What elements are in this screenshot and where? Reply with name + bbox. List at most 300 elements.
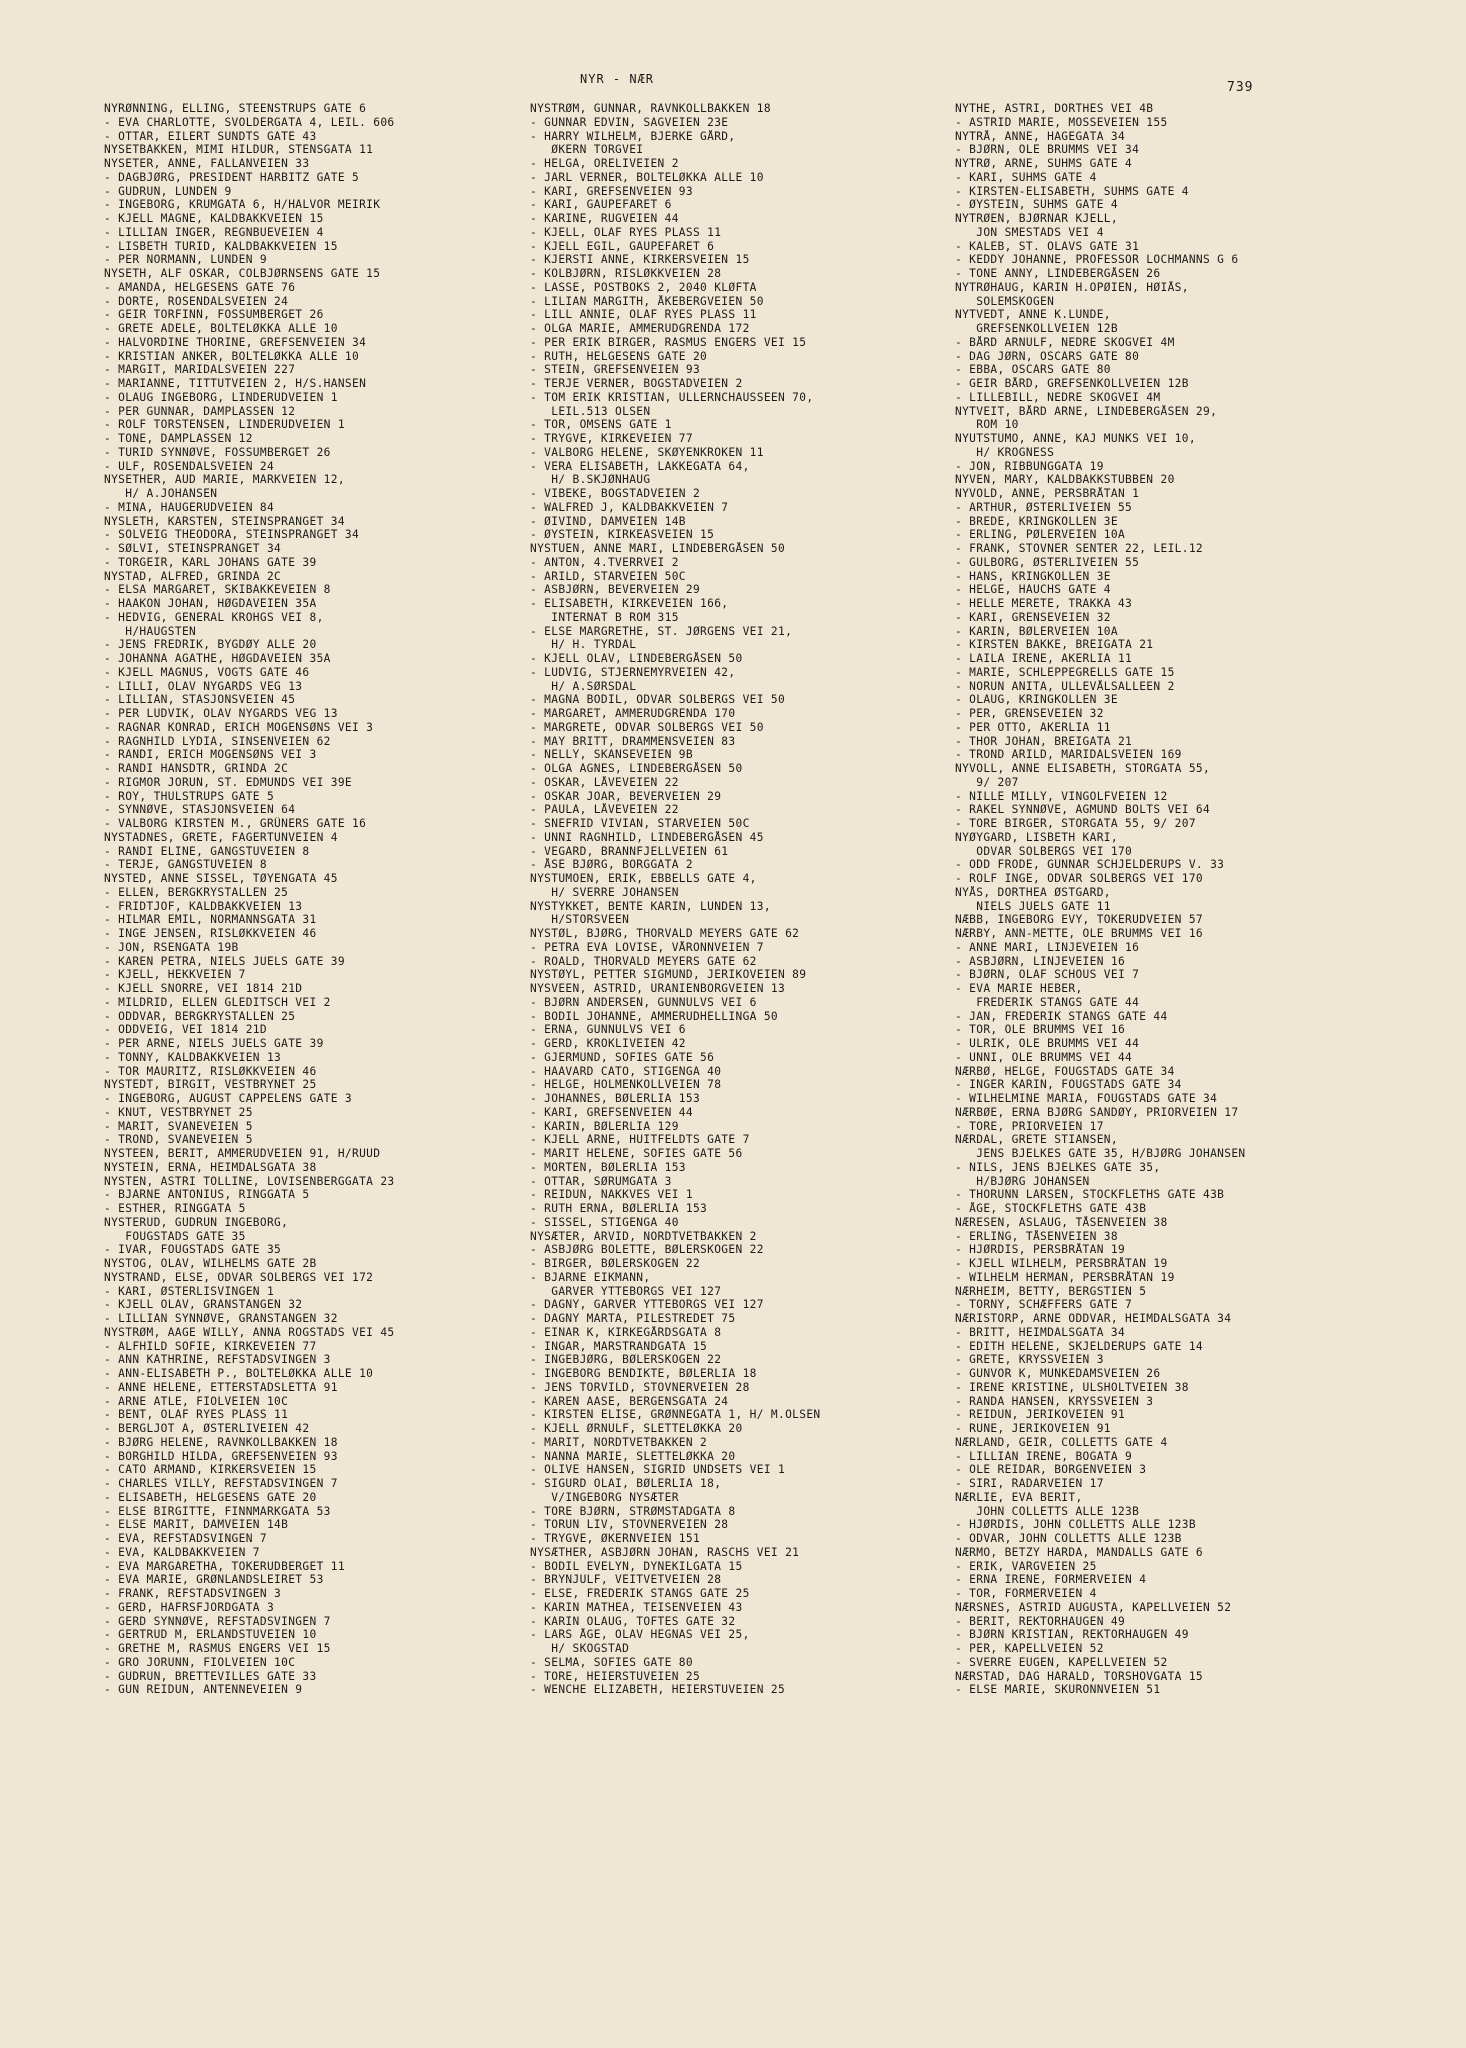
directory-entry: NÆRLIE, EVA BERIT, [955, 1490, 1083, 1504]
directory-entry: - BJØRN ANDERSEN, GUNNULVS VEI 6 [530, 995, 757, 1009]
page-number: 739 [1227, 80, 1254, 95]
directory-entry: - JENS FREDRIK, BYGDØY ALLE 20 [104, 638, 317, 652]
directory-entry: - ERNA IRENE, FORMERVEIEN 4 [955, 1573, 1147, 1587]
directory-entry: - WILHELMINE MARIA, FOUGSTADS GATE 34 [955, 1092, 1218, 1105]
directory-entry: - BJØRN, OLE BRUMMS VEI 34 [955, 143, 1140, 157]
directory-entry: - DAG JØRN, OSCARS GATE 80 [955, 349, 1140, 363]
directory-entry: - ODDVAR, BERGKRYSTALLEN 25 [104, 1009, 296, 1023]
directory-entry: H/ SKOGSTAD [530, 1642, 630, 1655]
directory-entry: - KIRSTEN ELISE, GRØNNEGATA 1, H/ M.OLSEN [530, 1408, 821, 1422]
directory-entry: - LILIAN MARGITH, ÅKEBERGVEIEN 50 [530, 294, 764, 308]
directory-entry: - ODD FRODE, GUNNAR SCHJELDERUPS V. 33 [955, 858, 1225, 872]
directory-entry: - TROND, SVANEVEIEN 5 [104, 1133, 253, 1147]
directory-entry: - RAKEL SYNNØVE, AGMUND BOLTS VEI 64 [955, 803, 1211, 817]
directory-entry: - MAGNA BODIL, ODVAR SOLBERGS VEI 50 [530, 693, 786, 707]
directory-entry: - ERLING, TÅSENVEIEN 38 [955, 1229, 1118, 1243]
directory-entry: - TORE, PRIORVEIEN 17 [955, 1119, 1104, 1133]
directory-entry: NYSTUEN, ANNE MARI, LINDEBERGÅSEN 50 [530, 542, 786, 555]
directory-entry: - TROND ARILD, MARIDALSVEIEN 169 [955, 748, 1182, 762]
directory-entry: - PER ERIK BIRGER, RASMUS ENGERS VEI 15 [530, 335, 807, 349]
directory-entry: NYØYGARD, LISBETH KARI, [955, 830, 1118, 844]
directory-entry: - INGE JENSEN, RISLØKKVEIEN 46 [104, 927, 317, 940]
directory-entry: - IVAR, FOUGSTADS GATE 35 [104, 1243, 282, 1257]
directory-entry: GARVER YTTEBORGS VEI 127 [530, 1284, 722, 1298]
directory-entry: - UNNI RAGNHILD, LINDEBERGÅSEN 45 [530, 830, 764, 844]
directory-entry: NÆRDAL, GRETE STIANSEN, [955, 1133, 1118, 1147]
directory-entry: - IRENE KRISTINE, ULSHOLTVEIEN 38 [955, 1380, 1189, 1394]
directory-entry: NYSTRØM, AAGE WILLY, ANNA ROGSTADS VEI 45 [104, 1325, 395, 1339]
directory-entry: - JAN, FREDERIK STANGS GATE 44 [955, 1009, 1168, 1023]
directory-entry: - KJELL OLAV, LINDEBERGÅSEN 50 [530, 652, 743, 665]
directory-entry: FREDERIK STANGS GATE 44 [955, 995, 1140, 1009]
directory-entry: - BREDE, KRINGKOLLEN 3E [955, 514, 1118, 528]
directory-entry: - ASBJØRN, BEVERVEIEN 29 [530, 583, 701, 597]
directory-entry: NÆRESEN, ASLAUG, TÅSENVEIEN 38 [955, 1215, 1168, 1229]
directory-entry: NYTRØ, ARNE, SUHMS GATE 4 [955, 157, 1133, 170]
directory-entry: - TONE, DAMPLASSEN 12 [104, 432, 253, 445]
directory-entry: - LARS ÅGE, OLAV HEGNAS VEI 25, [530, 1628, 750, 1642]
directory-entry: - OLE REIDAR, BORGENVEIEN 3 [955, 1463, 1147, 1477]
directory-entry: - TORUN LIV, STOVNERVEIEN 28 [530, 1518, 729, 1532]
directory-entry: NYSTEIN, ERNA, HEIMDALSGATA 38 [104, 1160, 317, 1174]
directory-entry: - TONNY, KALDBAKKVEIEN 13 [104, 1050, 282, 1064]
directory-entry: - MARIT HELENE, SOFIES GATE 56 [530, 1147, 743, 1160]
directory-entry: - EVA, KALDBAKKVEIEN 7 [104, 1545, 260, 1559]
directory-entry: - INGEBORG BENDIKTE, BØLERLIA 18 [530, 1367, 757, 1380]
directory-entry: - BÅRD ARNULF, NEDRE SKOGVEI 4M [955, 335, 1175, 349]
directory-entry: - OSKAR JOAR, BEVERVEIEN 29 [530, 789, 722, 803]
directory-entry: - EBBA, OSCARS GATE 80 [955, 363, 1111, 377]
directory-entry: - LASSE, POSTBOKS 2, 2040 KLØFTA [530, 280, 757, 294]
directory-entry: - KRISTIAN ANKER, BOLTELØKKA ALLE 10 [104, 349, 360, 363]
directory-entry: - HJØRDIS, PERSBRÅTAN 19 [955, 1243, 1126, 1257]
directory-entry: - EINAR K, KIRKEGÅRDSGATA 8 [530, 1325, 722, 1339]
directory-entry: - GJERMUND, SOFIES GATE 56 [530, 1050, 715, 1064]
directory-entry: - OLAUG INGEBORG, LINDERUDVEIEN 1 [104, 390, 338, 404]
directory-entry: NYSTEN, ASTRI TOLLINE, LOVISENBERGGATA 23 [104, 1174, 395, 1188]
directory-entry: - INGER KARIN, FOUGSTADS GATE 34 [955, 1078, 1182, 1092]
directory-entry: NYSTRAND, ELSE, ODVAR SOLBERGS VEI 172 [104, 1270, 374, 1284]
directory-entry: - BERIT, REKTORHAUGEN 49 [955, 1614, 1126, 1628]
directory-entry: - ASBJØRN, LINJEVEIEN 16 [955, 954, 1126, 968]
directory-entry: NYSTYKKET, BENTE KARIN, LUNDEN 13, [530, 899, 771, 913]
directory-entry: - LILLEBILL, NEDRE SKOGVEI 4M [955, 390, 1161, 404]
directory-entry: - TRYGVE, ØKERNVEIEN 151 [530, 1532, 701, 1545]
directory-entry: - ELISABETH, KIRKEVEIEN 166, [530, 597, 729, 610]
directory-entry: - MARGIT, MARIDALSVEIEN 227 [104, 363, 296, 377]
directory-entry: - RUTH ERNA, BØLERLIA 153 [530, 1202, 708, 1215]
directory-entry: - RANDI ELINE, GANGSTUVEIEN 8 [104, 844, 310, 858]
directory-entry: - JARL VERNER, BOLTELØKKA ALLE 10 [530, 170, 764, 184]
directory-entry: - TOR, OMSENS GATE 1 [530, 418, 672, 432]
directory-entry: NYSTOG, OLAV, WILHELMS GATE 2B [104, 1257, 317, 1270]
directory-entry: - KJELL MAGNUS, VOGTS GATE 46 [104, 665, 310, 679]
directory-entry: NYVOLD, ANNE, PERSBRÅTAN 1 [955, 487, 1140, 500]
directory-entry: - PER GUNNAR, DAMPLASSEN 12 [104, 404, 296, 418]
directory-entry: V/INGEBORG NYSÆTER [530, 1490, 679, 1504]
directory-entry: - GRETE, KRYSSVEIEN 3 [955, 1353, 1104, 1367]
directory-entry: NÆRBY, ANN-METTE, OLE BRUMMS VEI 16 [955, 927, 1203, 940]
directory-entry: NYTRØHAUG, KARIN H.OPØIEN, HØIÅS, [955, 280, 1189, 294]
directory-entry: H/BJØRG JOHANSEN [955, 1174, 1090, 1188]
directory-column-3 [955, 102, 1355, 1697]
directory-entry: - ARTHUR, ØSTERLIVEIEN 55 [955, 500, 1133, 514]
directory-entry: - DORTE, ROSENDALSVEIEN 24 [104, 294, 289, 308]
directory-entry: - BRITT, HEIMDALSGATA 34 [955, 1325, 1126, 1339]
directory-entry: - HELLE MERETE, TRAKKA 43 [955, 597, 1133, 610]
directory-entry: - GEIR TORFINN, FOSSUMBERGET 26 [104, 308, 324, 322]
directory-entry: H/ A.JOHANSEN [104, 487, 218, 500]
directory-entry: - KARI, SUHMS GATE 4 [955, 170, 1097, 184]
directory-entry: - VALBORG HELENE, SKØYENKROKEN 11 [530, 445, 764, 459]
directory-entry: - BORGHILD HILDA, GREFSENVEIEN 93 [104, 1449, 338, 1463]
directory-entry: - ÅSE BJØRG, BORGGATA 2 [530, 858, 693, 872]
directory-entry: - ELISABETH, HELGESENS GATE 20 [104, 1490, 317, 1504]
directory-entry: - KJELL SNORRE, VEI 1814 21D [104, 982, 303, 995]
directory-entry: - GERD, HAFRSFJORDGATA 3 [104, 1600, 275, 1614]
directory-entry: - DAGBJØRG, PRESIDENT HARBITZ GATE 5 [104, 170, 360, 184]
directory-entry: - GERTRUD M, ERLANDSTUVEIEN 10 [104, 1628, 317, 1642]
directory-entry: - WALFRED J, KALDBAKKVEIEN 7 [530, 500, 729, 514]
directory-entry: SOLEMSKOGEN [955, 294, 1055, 308]
directory-column-2 [530, 102, 940, 1697]
directory-entry: - KOLBJØRN, RISLØKKVEIEN 28 [530, 267, 722, 280]
directory-entry: - HEDVIG, GENERAL KROHGS VEI 8, [104, 610, 324, 624]
directory-entry: - ESTHER, RINGGATA 5 [104, 1202, 246, 1215]
directory-entry: H/ KROGNESS [955, 445, 1055, 459]
directory-entry: - HJØRDIS, JOHN COLLETTS ALLE 123B [955, 1518, 1196, 1532]
directory-entry: - OLGA MARIE, AMMERUDGRENDA 172 [530, 322, 750, 335]
directory-entry: NÆBB, INGEBORG EVY, TOKERUDVEIEN 57 [955, 913, 1203, 927]
directory-entry: - OTTAR, EILERT SUNDTS GATE 43 [104, 129, 317, 143]
directory-entry: - SISSEL, STIGENGA 40 [530, 1215, 679, 1229]
directory-entry: - ERNA, GUNNULVS VEI 6 [530, 1023, 686, 1037]
directory-entry: - OLAUG, KRINGKOLLEN 3E [955, 693, 1118, 707]
directory-entry: - KARI, GAUPEFARET 6 [530, 198, 672, 212]
directory-entry: - ØYSTEIN, KIRKEASVEIEN 15 [530, 528, 715, 542]
directory-entry: NYSTAD, ALFRED, GRINDA 2C [104, 569, 282, 583]
directory-entry: - BODIL EVELYN, DYNEKILGATA 15 [530, 1559, 743, 1573]
directory-entry: - KARI, GREFSENVEIEN 93 [530, 184, 693, 198]
directory-entry: NYSTUMOEN, ERIK, EBBELLS GATE 4, [530, 872, 757, 885]
directory-entry: - TOM ERIK KRISTIAN, ULLERNCHAUSSEEN 70, [530, 390, 814, 404]
directory-entry: - JON, RIBBUNGGATA 19 [955, 459, 1104, 473]
directory-entry: NYTHE, ASTRI, DORTHES VEI 4B [955, 102, 1154, 115]
directory-entry: - ANTON, 4.TVERRVEI 2 [530, 555, 679, 569]
directory-entry: - SIRI, RADARVEIEN 17 [955, 1477, 1104, 1490]
directory-entry: - ELLEN, BERGKRYSTALLEN 25 [104, 885, 289, 899]
directory-entry: - HELGE, HOLMENKOLLVEIEN 78 [530, 1078, 722, 1092]
directory-entry: - KARIN MATHEA, TEISENVEIEN 43 [530, 1600, 743, 1614]
directory-entry: NYSETHER, AUD MARIE, MARKVEIEN 12, [104, 473, 345, 487]
directory-entry: - LUDVIG, STJERNEMYRVEIEN 42, [530, 665, 736, 679]
directory-entry: - KARIN, BØLERVEIEN 10A [955, 624, 1118, 638]
directory-entry: - RAGNHILD LYDIA, SINSENVEIEN 62 [104, 734, 331, 748]
directory-entry: JOHN COLLETTS ALLE 123B [955, 1504, 1140, 1518]
directory-entry: - GRETHE M, RASMUS ENGERS VEI 15 [104, 1642, 331, 1655]
directory-entry: - RAGNAR KONRAD, ERICH MOGENSØNS VEI 3 [104, 720, 374, 734]
directory-entry: NÆRISTORP, ARNE ODDVAR, HEIMDALSGATA 34 [955, 1312, 1232, 1325]
directory-entry: - TERJE VERNER, BOGSTADVEIEN 2 [530, 377, 743, 390]
directory-entry: - SVERRE EUGEN, KAPELLVEIEN 52 [955, 1655, 1168, 1669]
directory-entry: - MINA, HAUGERUDVEIEN 84 [104, 500, 275, 514]
directory-entry: - JOHANNES, BØLERLIA 153 [530, 1092, 701, 1105]
directory-entry: - NILS, JENS BJELKES GATE 35, [955, 1160, 1161, 1174]
directory-entry: - MORTEN, BØLERLIA 153 [530, 1160, 686, 1174]
directory-entry: NYSTEEN, BERIT, AMMERUDVEIEN 91, H/RUUD [104, 1147, 381, 1160]
directory-entry: ROM 10 [955, 418, 1019, 432]
directory-entry: - KARIN OLAUG, TOFTES GATE 32 [530, 1614, 736, 1628]
directory-entry: - GRO JORUNN, FIOLVEIEN 10C [104, 1655, 296, 1669]
directory-entry: NÆRBØE, ERNA BJØRG SANDØY, PRIORVEIEN 17 [955, 1105, 1239, 1119]
directory-entry: - LILLIAN SYNNØVE, GRANSTANGEN 32 [104, 1312, 338, 1325]
directory-entry: - ROALD, THORVALD MEYERS GATE 62 [530, 954, 757, 968]
directory-entry: - ASTRID MARIE, MOSSEVEIEN 155 [955, 115, 1168, 129]
directory-entry: NYSÆTHER, ASBJØRN JOHAN, RASCHS VEI 21 [530, 1545, 800, 1559]
directory-entry: - ODDVEIG, VEI 1814 21D [104, 1023, 267, 1037]
directory-entry: - MARIT, NORDTVETBAKKEN 2 [530, 1435, 708, 1449]
directory-entry: - EDITH HELENE, SKJELDERUPS GATE 14 [955, 1339, 1203, 1353]
directory-entry: - ANN-ELISABETH P., BOLTELØKKA ALLE 10 [104, 1367, 374, 1380]
directory-entry: - BJØRN KRISTIAN, REKTORHAUGEN 49 [955, 1628, 1189, 1642]
directory-entry: - RIGMOR JORUN, ST. EDMUNDS VEI 39E [104, 775, 352, 789]
directory-entry: H/ B.SKJØNHAUG [530, 473, 651, 487]
directory-entry: H/ SVERRE JOHANSEN [530, 885, 679, 899]
directory-entry: NÆRSTAD, DAG HARALD, TORSHOVGATA 15 [955, 1669, 1203, 1683]
directory-entry: - LILL ANNIE, OLAF RYES PLASS 11 [530, 308, 757, 322]
directory-entry: - ROLF INGE, ODVAR SOLBERGS VEI 170 [955, 872, 1203, 885]
directory-entry: - EVA, REFSTADSVINGEN 7 [104, 1532, 267, 1545]
directory-entry: - TOR, FORMERVEIEN 4 [955, 1587, 1097, 1600]
directory-entry: - GUDRUN, LUNDEN 9 [104, 184, 232, 198]
directory-entry: - MAY BRITT, DRAMMENSVEIEN 83 [530, 734, 736, 748]
directory-entry: - PER, GRENSEVEIEN 32 [955, 707, 1104, 720]
directory-entry: - SYNNØVE, STASJONSVEIEN 64 [104, 803, 296, 817]
directory-entry: - NILLE MILLY, VINGOLFVEIEN 12 [955, 789, 1168, 803]
directory-entry: - TURID SYNNØVE, FOSSUMBERGET 26 [104, 445, 331, 459]
directory-entry: - HAAKON JOHAN, HØGDAVEIEN 35A [104, 597, 317, 610]
directory-entry: - KJELL ØRNULF, SLETTELØKKA 20 [530, 1422, 743, 1435]
directory-entry: - OTTAR, SØRUMGATA 3 [530, 1174, 672, 1188]
directory-entry: NYTVEIT, BÅRD ARNE, LINDEBERGÅSEN 29, [955, 404, 1218, 418]
directory-entry: - JON, RSENGATA 19B [104, 940, 239, 954]
directory-entry: JON SMESTADS VEI 4 [955, 225, 1104, 239]
directory-entry: - RANDI HANSDTR, GRINDA 2C [104, 762, 289, 775]
directory-entry: NYSETH, ALF OSKAR, COLBJØRNSENS GATE 15 [104, 267, 381, 280]
directory-entry: - KARI, ØSTERLISVINGEN 1 [104, 1284, 275, 1298]
directory-entry: - GEIR BÅRD, GREFSENKOLLVEIEN 12B [955, 377, 1189, 390]
directory-entry: - CATO ARMAND, KIRKERSVEIEN 15 [104, 1463, 317, 1477]
directory-entry: NÆRSNES, ASTRID AUGUSTA, KAPELLVEIEN 52 [955, 1600, 1232, 1614]
directory-entry: - ERIK, VARGVEIEN 25 [955, 1559, 1097, 1573]
directory-entry: - INGEBORG, AUGUST CAPPELENS GATE 3 [104, 1092, 352, 1105]
directory-entry: NÆRBØ, HELGE, FOUGSTADS GATE 34 [955, 1064, 1175, 1078]
directory-entry: - STEIN, GREFSENVEIEN 93 [530, 363, 701, 377]
directory-entry: - ODVAR, JOHN COLLETTS ALLE 123B [955, 1532, 1182, 1545]
directory-entry: - ELSE MARIT, DAMVEIEN 14B [104, 1518, 289, 1532]
directory-entry: - KIRSTEN-ELISABETH, SUHMS GATE 4 [955, 184, 1189, 198]
directory-entry: NYSVEEN, ASTRID, URANIENBORGVEIEN 13 [530, 982, 786, 995]
directory-entry: H/STORSVEEN [530, 913, 630, 927]
directory-entry: - WILHELM HERMAN, PERSBRÅTAN 19 [955, 1270, 1175, 1284]
directory-entry: - HILMAR EMIL, NORMANNSGATA 31 [104, 913, 317, 927]
directory-entry: - TOR MAURITZ, RISLØKKVEIEN 46 [104, 1064, 317, 1078]
directory-entry: - GUDRUN, BRETTEVILLES GATE 33 [104, 1669, 317, 1683]
directory-entry: - TONE ANNY, LINDEBERGÅSEN 26 [955, 267, 1161, 280]
directory-entry: - VEGARD, BRANNFJELLVEIEN 61 [530, 844, 729, 858]
directory-entry: - KJELL OLAV, GRANSTANGEN 32 [104, 1298, 303, 1312]
directory-entry: - BRYNJULF, VEITVETVEIEN 28 [530, 1573, 722, 1587]
directory-entry: NYSTERUD, GUDRUN INGEBORG, [104, 1215, 289, 1229]
directory-entry: - THORUNN LARSEN, STOCKFLETHS GATE 43B [955, 1188, 1225, 1202]
directory-entry: - UNNI, OLE BRUMMS VEI 44 [955, 1050, 1133, 1064]
directory-entry: - GERD, KROKLIVEIEN 42 [530, 1037, 686, 1050]
directory-entry: - WENCHE ELIZABETH, HEIERSTUVEIEN 25 [530, 1683, 786, 1697]
directory-entry: - EVA CHARLOTTE, SVOLDERGATA 4, LEIL. 606 [104, 115, 395, 129]
directory-entry: NYSTED, ANNE SISSEL, TØYENGATA 45 [104, 872, 338, 885]
directory-column-1 [104, 102, 504, 1697]
directory-entry: NYSETER, ANNE, FALLANVEIEN 33 [104, 157, 310, 170]
directory-entry: - RUNE, JERIKOVEIEN 91 [955, 1422, 1111, 1435]
directory-entry: - HALVORDINE THORINE, GREFSENVEIEN 34 [104, 335, 367, 349]
directory-entry: - PER LUDVIK, OLAV NYGARDS VEG 13 [104, 707, 338, 720]
directory-entry: - MARIT, SVANEVEIEN 5 [104, 1119, 253, 1133]
directory-entry: - MARIANNE, TITTUTVEIEN 2, H/S.HANSEN [104, 377, 367, 390]
directory-entry: - BERGLJOT A, ØSTERLIVEIEN 42 [104, 1422, 310, 1435]
directory-entry: - VERA ELISABETH, LAKKEGATA 64, [530, 459, 750, 473]
directory-entry: - JENS TORVILD, STOVNERVEIEN 28 [530, 1380, 750, 1394]
directory-entry: - LILLI, OLAV NYGARDS VEG 13 [104, 679, 303, 693]
directory-entry: - OLGA AGNES, LINDEBERGÅSEN 50 [530, 762, 743, 775]
directory-entry: - EVA MARGARETHA, TOKERUDBERGET 11 [104, 1559, 345, 1573]
directory-entry: - MILDRID, ELLEN GLEDITSCH VEI 2 [104, 995, 331, 1009]
directory-entry: - OLIVE HANSEN, SIGRID UNDSETS VEI 1 [530, 1463, 786, 1477]
directory-entry: - TORE BIRGER, STORGATA 55, 9/ 207 [955, 817, 1196, 830]
directory-entry: NYSTRØM, GUNNAR, RAVNKOLLBAKKEN 18 [530, 102, 771, 115]
directory-entry: - KJELL MAGNE, KALDBAKKVEIEN 15 [104, 212, 324, 225]
directory-entry: - SIGURD OLAI, BØLERLIA 18, [530, 1477, 722, 1490]
directory-entry: - RUTH, HELGESENS GATE 20 [530, 349, 708, 363]
directory-entry: - KJERSTI ANNE, KIRKERSVEIEN 15 [530, 253, 750, 267]
directory-entry: - GULBORG, ØSTERLIVEIEN 55 [955, 555, 1140, 569]
directory-entry: - KAREN PETRA, NIELS JUELS GATE 39 [104, 954, 345, 968]
directory-entry: - KNUT, VESTBRYNET 25 [104, 1105, 253, 1119]
directory-entry: - ROY, THULSTRUPS GATE 5 [104, 789, 275, 803]
directory-entry: NÆRHEIM, BETTY, BERGSTIEN 5 [955, 1284, 1147, 1298]
directory-entry: - KALEB, ST. OLAVS GATE 31 [955, 239, 1140, 253]
directory-entry: NYTRÅ, ANNE, HAGEGATA 34 [955, 129, 1126, 143]
directory-entry: - KARINE, RUGVEIEN 44 [530, 212, 679, 225]
directory-entry: NYSETBAKKEN, MIMI HILDUR, STENSGATA 11 [104, 143, 374, 157]
directory-entry: LEIL.513 OLSEN [530, 404, 651, 418]
directory-entry: JENS BJELKES GATE 35, H/BJØRG JOHANSEN [955, 1147, 1246, 1160]
directory-entry: - THOR JOHAN, BREIGATA 21 [955, 734, 1133, 748]
directory-entry: - VALBORG KIRSTEN M., GRÜNERS GATE 16 [104, 817, 367, 830]
directory-entry: - GERD SYNNØVE, REFSTADSVINGEN 7 [104, 1614, 331, 1628]
directory-entry: NYVEN, MARY, KALDBAKKSTUBBEN 20 [955, 473, 1175, 487]
directory-entry: H/HAUGSTEN [104, 624, 197, 638]
directory-entry: NÆRLAND, GEIR, COLLETTS GATE 4 [955, 1435, 1168, 1449]
directory-entry: NYÅS, DORTHEA ØSTGARD, [955, 885, 1111, 899]
directory-entry: NYSLETH, KARSTEN, STEINSPRANGET 34 [104, 514, 345, 528]
directory-entry: NYSTEDT, BIRGIT, VESTBRYNET 25 [104, 1078, 317, 1092]
directory-entry: - ÅGE, STOCKFLETHS GATE 43B [955, 1202, 1147, 1215]
directory-entry: - BJARNE ANTONIUS, RINGGATA 5 [104, 1188, 310, 1202]
directory-entry: - AMANDA, HELGESENS GATE 76 [104, 280, 296, 294]
directory-entry: - ANNE MARI, LINJEVEIEN 16 [955, 940, 1140, 954]
directory-entry: - TORGEIR, KARL JOHANS GATE 39 [104, 555, 317, 569]
directory-entry: - KJELL WILHELM, PERSBRÅTAN 19 [955, 1257, 1168, 1270]
directory-entry: - INGEBJØRG, BØLERSKOGEN 22 [530, 1353, 722, 1367]
section-header: NYR - NÆR [580, 72, 655, 86]
directory-entry: - BJØRG HELENE, RAVNKOLLBAKKEN 18 [104, 1435, 338, 1449]
directory-entry: NYSTØYL, PETTER SIGMUND, JERIKOVEIEN 89 [530, 968, 807, 982]
directory-entry: - ARNE ATLE, FIOLVEIEN 10C [104, 1394, 289, 1408]
directory-entry: - FRIDTJOF, KALDBAKKVEIEN 13 [104, 899, 303, 913]
directory-entry: - BJARNE EIKMANN, [530, 1270, 651, 1284]
directory-entry: - PER, KAPELLVEIEN 52 [955, 1642, 1104, 1655]
directory-entry: - TORE BJØRN, STRØMSTADGATA 8 [530, 1504, 736, 1518]
directory-entry: - ANN KATHRINE, REFSTADSVINGEN 3 [104, 1353, 331, 1367]
directory-entry: - PETRA EVA LOVISE, VÅRONNVEIEN 7 [530, 940, 764, 954]
directory-entry: - FRANK, STOVNER SENTER 22, LEIL.12 [955, 542, 1203, 555]
directory-entry: - GUNNAR EDVIN, SAGVEIEN 23E [530, 115, 729, 129]
directory-entry: - TORE, HEIERSTUVEIEN 25 [530, 1669, 701, 1683]
directory-entry: - LILLIAN, STASJONSVEIEN 45 [104, 693, 296, 707]
directory-entry: - SNEFRID VIVIAN, STARVEIEN 50C [530, 817, 750, 830]
directory-entry: FOUGSTADS GATE 35 [104, 1229, 246, 1243]
directory-entry: - KAREN AASE, BERGENSGATA 24 [530, 1394, 729, 1408]
directory-entry: GREFSENKOLLVEIEN 12B [955, 322, 1118, 335]
directory-entry: NYSTØL, BJØRG, THORVALD MEYERS GATE 62 [530, 927, 800, 940]
directory-entry: - HAAVARD CATO, STIGENGA 40 [530, 1064, 722, 1078]
directory-entry: - KARIN, BØLERLIA 129 [530, 1119, 679, 1133]
directory-entry: - NELLY, SKANSEVEIEN 9B [530, 748, 693, 762]
directory-entry: - KJELL, OLAF RYES PLASS 11 [530, 225, 722, 239]
directory-entry: ODVAR SOLBERGS VEI 170 [955, 844, 1133, 858]
directory-entry: - ELSE MARIE, SKURONNVEIEN 51 [955, 1683, 1161, 1697]
directory-entry: - INGEBORG, KRUMGATA 6, H/HALVOR MEIRIK [104, 198, 381, 212]
directory-entry: NIELS JUELS GATE 11 [955, 899, 1111, 913]
directory-entry: NÆRMO, BETZY HARDA, MANDALLS GATE 6 [955, 1545, 1203, 1559]
directory-entry: - SELMA, SOFIES GATE 80 [530, 1655, 693, 1669]
directory-entry: - TORNY, SCHÆFFERS GATE 7 [955, 1298, 1133, 1312]
directory-entry: 9/ 207 [955, 775, 1019, 789]
directory-entry: - LILLIAN INGER, REGNBUEVEIEN 4 [104, 225, 324, 239]
directory-entry: - KEDDY JOHANNE, PROFESSOR LOCHMANNS G 6 [955, 253, 1239, 267]
directory-entry: - SOLVEIG THEODORA, STEINSPRANGET 34 [104, 528, 360, 542]
directory-entry: - HARRY WILHELM, BJERKE GÅRD, [530, 129, 736, 143]
directory-entry: - OSKAR, LÅVEVEIEN 22 [530, 775, 679, 789]
directory-entry: - HANS, KRINGKOLLEN 3E [955, 569, 1111, 583]
directory-entry: - BODIL JOHANNE, AMMERUDHELLINGA 50 [530, 1009, 778, 1023]
directory-entry: - LAILA IRENE, AKERLIA 11 [955, 652, 1133, 665]
directory-entry: - KARI, GRENSEVEIEN 32 [955, 610, 1111, 624]
directory-entry: - KJELL, HEKKVEIEN 7 [104, 968, 246, 982]
directory-entry: - MARIE, SCHLEPPEGRELLS GATE 15 [955, 665, 1175, 679]
directory-entry: - RANDI, ERICH MOGENSØNS VEI 3 [104, 748, 317, 762]
directory-entry: - ERLING, PØLERVEIEN 10A [955, 528, 1126, 542]
directory-entry: - KJELL ARNE, HUITFELDTS GATE 7 [530, 1133, 750, 1147]
directory-entry: - MARGRETE, ODVAR SOLBERGS VEI 50 [530, 720, 764, 734]
directory-entry: NYTRØEN, BJØRNAR KJELL, [955, 212, 1118, 225]
directory-entry: - TERJE, GANGSTUVEIEN 8 [104, 858, 267, 872]
directory-entry: - KJELL EGIL, GAUPEFARET 6 [530, 239, 715, 253]
directory-entry: - LILLIAN IRENE, BOGATA 9 [955, 1449, 1133, 1463]
directory-entry: - HELGA, ORELIVEIEN 2 [530, 157, 679, 170]
directory-entry: - RANDA HANSEN, KRYSSVEIEN 3 [955, 1394, 1154, 1408]
directory-entry: - SØLVI, STEINSPRANGET 34 [104, 542, 282, 555]
